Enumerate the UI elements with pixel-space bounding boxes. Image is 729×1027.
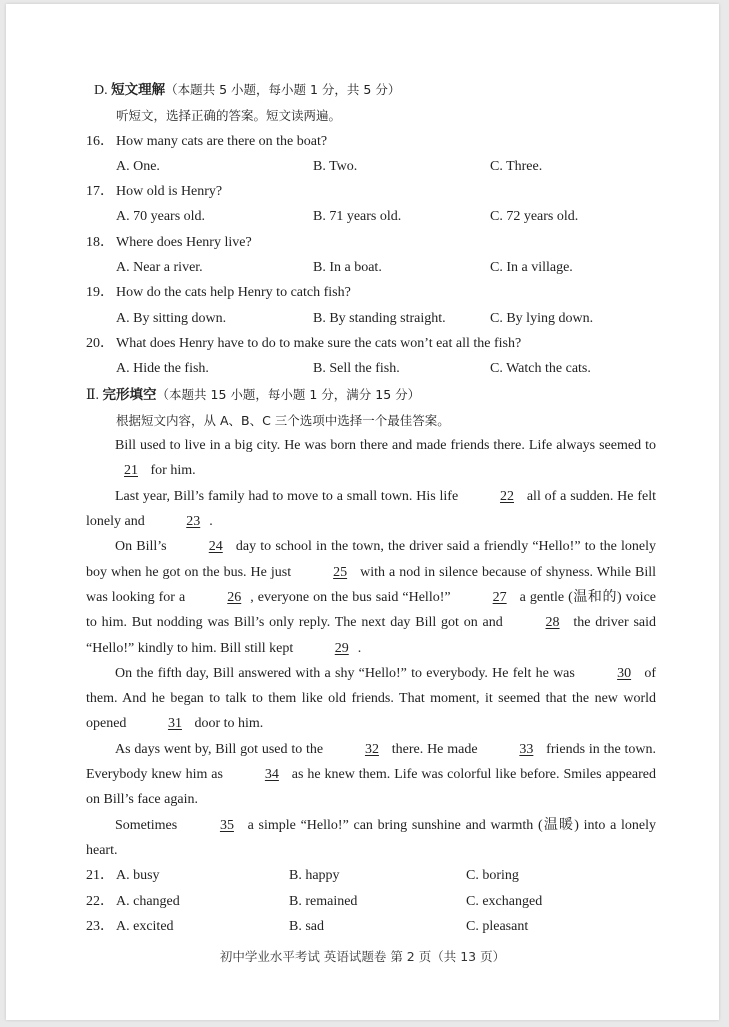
question-16-options bbox=[86, 154, 656, 179]
cloze-answer-options bbox=[86, 863, 656, 939]
answer-row-23: 23． A. excited B. sad C. pleasant bbox=[86, 914, 656, 939]
passage-paragraph-4: On the fifth day, Bill answered with a shy “Hello!” to everybody. He felt he was 30 of them. And he began to talk to them like old friends. That moment, it seemed that the new world opened 31 door to him. bbox=[86, 661, 656, 737]
option-a: A. One. bbox=[116, 158, 160, 174]
option-a: A. busy bbox=[116, 868, 160, 884]
option-b: B. By standing straight. bbox=[313, 310, 446, 326]
option-b: B. sad bbox=[289, 918, 324, 934]
blank-28: 28 bbox=[545, 615, 560, 631]
question-20-options bbox=[86, 356, 656, 381]
passage-paragraph-3: On Bill’s 24 day to school in the town, the driver said a friendly “Hello!” to the lonely boy when he got on the bus. He just 25 with a nod in silence because of shyness. While Bill was looking for a 26 , everyone on the bus said “Hello!” 27 a gentle (温和的) voice to him. But nodding was Bill’s only reply. The next day Bill got on and 28 the driver said “Hello!” kindly to him. Bill still kept 29 . bbox=[86, 534, 656, 660]
blank-26: 26 bbox=[227, 589, 242, 605]
option-c: C. Watch the cats. bbox=[490, 361, 591, 377]
option-c: C. Three. bbox=[490, 158, 543, 174]
option-c: C. In a village. bbox=[490, 260, 573, 276]
section-2-title: 完形填空 bbox=[102, 386, 157, 403]
blank-25: 25 bbox=[333, 564, 348, 580]
blank-35: 35 bbox=[219, 817, 234, 833]
question-17-options bbox=[86, 204, 656, 229]
page-footer: 初中学业水平考试 英语试题卷 第 2 页（共 13 页） bbox=[219, 949, 506, 964]
section-d-instruction: 听短文，选择正确的答案。短文读两遍。 bbox=[116, 108, 342, 124]
passage-paragraph-6: Sometimes 35 a simple “Hello!” can bring sunshine and warmth (温暖) into a lonely heart. bbox=[86, 813, 656, 864]
section-d-label: D. bbox=[94, 83, 112, 98]
cloze-passage bbox=[86, 433, 656, 863]
passage-paragraph-2: Last year, Bill’s family had to move to a small town. His life 22 all of a sudden. He felt lonely and 23 . bbox=[86, 484, 656, 535]
section-2-note: （本题共 15 小题，每小题 1 分，满分 15 分） bbox=[156, 386, 421, 402]
answer-row-22: 22． A. changed B. remained C. exchanged bbox=[86, 889, 656, 914]
blank-23: 23 bbox=[186, 514, 201, 530]
blank-33: 33 bbox=[519, 741, 534, 757]
blank-30: 30 bbox=[617, 665, 632, 681]
option-c: C. By lying down. bbox=[490, 310, 594, 326]
section-2-heading bbox=[86, 382, 656, 408]
option-b: B. happy bbox=[289, 868, 340, 884]
blank-32: 32 bbox=[364, 741, 379, 757]
blank-24: 24 bbox=[208, 539, 223, 555]
option-a: A. excited bbox=[116, 918, 174, 934]
blank-29: 29 bbox=[334, 640, 349, 656]
passage-paragraph-5: As days went by, Bill got used to the 32 there. He made 33 friends in the town. Everybody knew him as 34 as he knew them. Life was colorful like before. Smiles appeared on Bill’s face again. bbox=[86, 737, 656, 813]
option-c: C. pleasant bbox=[466, 918, 529, 934]
option-b: B. remained bbox=[289, 893, 358, 909]
exam-page bbox=[6, 4, 719, 1020]
question-18-options bbox=[86, 255, 656, 280]
blank-34: 34 bbox=[264, 767, 279, 783]
option-b: B. Two. bbox=[313, 158, 358, 174]
blank-31: 31 bbox=[167, 716, 182, 732]
answer-row-21: 21． A. busy B. happy C. boring bbox=[86, 863, 656, 888]
question-18: 18． Where does Henry live? bbox=[86, 234, 252, 250]
option-b: B. In a boat. bbox=[313, 260, 382, 276]
blank-27: 27 bbox=[492, 589, 507, 605]
option-b: B. 71 years old. bbox=[313, 209, 402, 225]
option-a: A. changed bbox=[116, 893, 180, 909]
section-d-title: 短文理解 bbox=[111, 82, 166, 98]
blank-22: 22 bbox=[500, 488, 515, 504]
option-a: A. By sitting down. bbox=[116, 310, 227, 326]
option-c: C. boring bbox=[466, 868, 519, 884]
blank-21: 21 bbox=[124, 463, 138, 479]
page-content bbox=[86, 77, 656, 939]
section-d-note: （本题共 5 小题，每小题 1 分，共 5 分） bbox=[165, 82, 401, 97]
listening-questions bbox=[86, 129, 656, 382]
option-c: C. exchanged bbox=[466, 893, 543, 909]
question-20: 20． What does Henry have to do to make sure the cats won’t eat all the fish? bbox=[86, 335, 522, 351]
option-b: B. Sell the fish. bbox=[313, 361, 400, 377]
option-a: A. Hide the fish. bbox=[116, 361, 209, 377]
question-19: 19． How do the cats help Henry to catch fish? bbox=[86, 285, 351, 301]
question-19-options bbox=[86, 306, 656, 331]
passage-paragraph-1: Bill used to live in a big city. He was born there and made friends there. Life always seemed to 21 for him. bbox=[86, 433, 656, 484]
option-c: C. 72 years old. bbox=[490, 209, 579, 225]
question-16: 16． How many cats are there on the boat? bbox=[86, 133, 328, 149]
section-2-label: Ⅱ. bbox=[86, 387, 103, 403]
option-a: A. Near a river. bbox=[116, 260, 203, 276]
question-17: 17． How old is Henry? bbox=[86, 184, 223, 200]
section-d-heading bbox=[86, 77, 656, 103]
section-2-instruction: 根据短文内容，从 A、B、C 三个选项中选择一个最佳答案。 bbox=[116, 412, 450, 428]
option-a: A. 70 years old. bbox=[116, 209, 206, 225]
